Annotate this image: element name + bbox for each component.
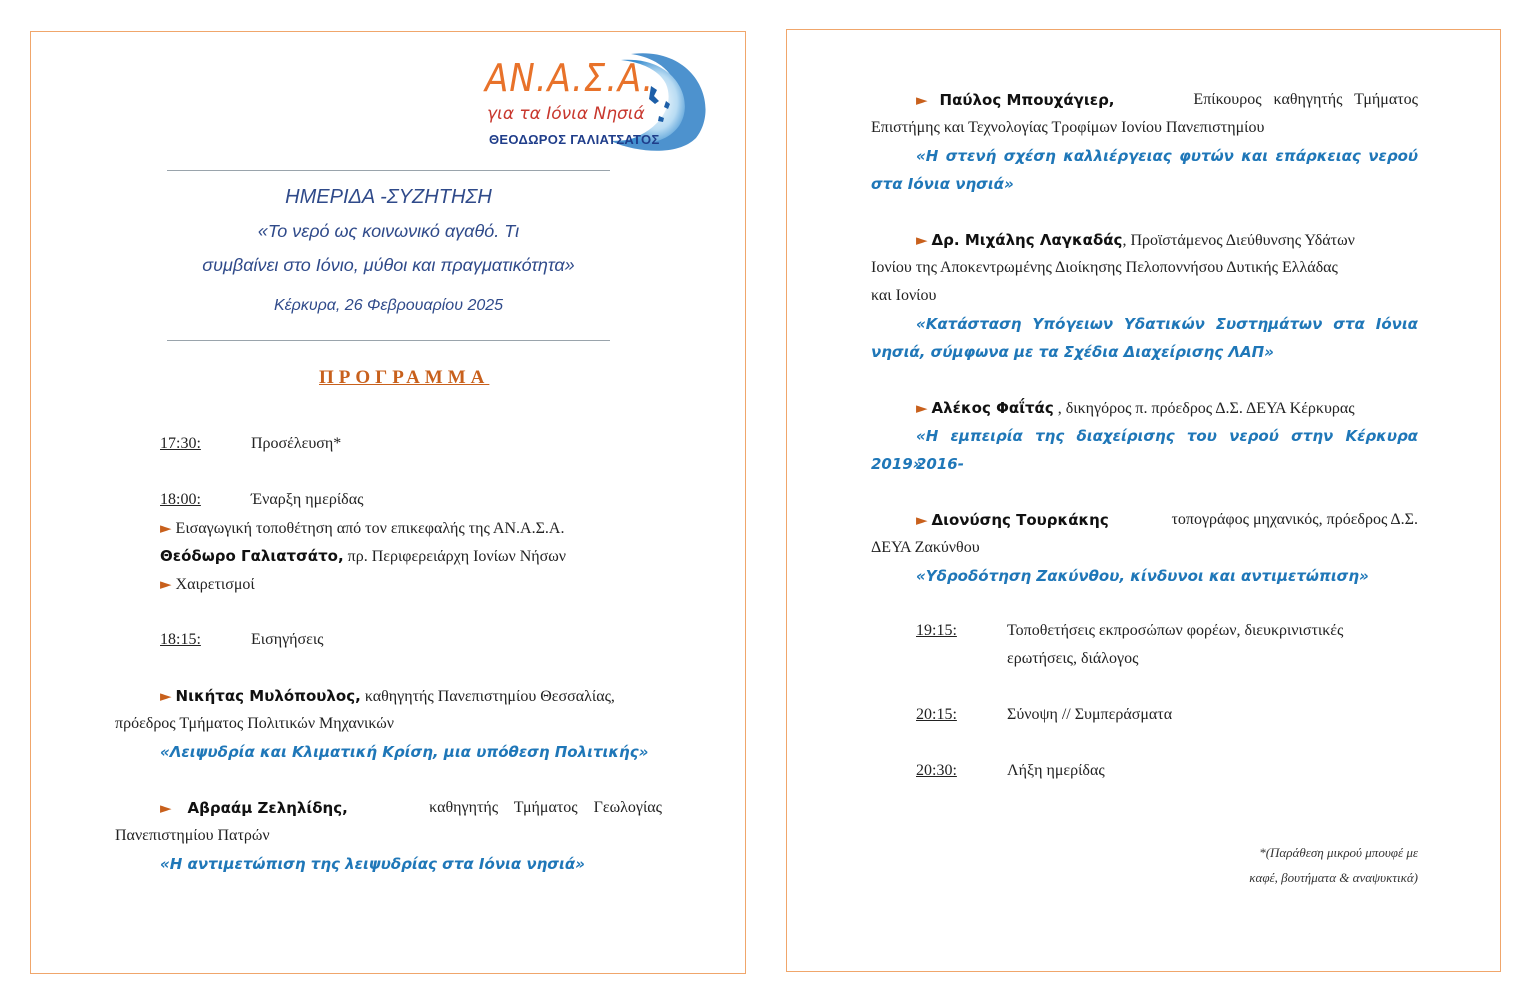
- speaker-name: Θεόδωρο Γαλιατσάτο,: [160, 547, 344, 565]
- event-place-date: Κέρκυρα, 26 Φεβρουαρίου 2025: [273, 297, 504, 314]
- speaker-3-talk-line2: στα Ιόνια νησιά»: [871, 175, 1014, 193]
- speaker-1-talk: «Λειψυδρία και Κλιματική Κρίση, μια υπόθεση Πολιτικής»: [160, 743, 649, 761]
- speaker-4-role3: και Ιονίου: [871, 287, 937, 304]
- time-label: 19:15:: [916, 622, 957, 639]
- speaker-name: Διονύσης Τουρκάκης: [931, 511, 1109, 529]
- speaker-2-role2: Πανεπιστημίου Πατρών: [115, 827, 270, 844]
- speaker-role: Επίκουρος καθηγητής Τμήματος: [1193, 91, 1418, 108]
- speaker-4-talk-line2: νησιά, σύμφωνα με τα Σχέδια Διαχείρισης ΛΑΠ»: [871, 343, 1274, 361]
- intro-name-line: [160, 542, 566, 571]
- item-text-1915-line2: ερωτήσεις, διάλογος: [1007, 650, 1139, 667]
- time-label: 18:00:: [160, 491, 201, 508]
- logo-name: ΘΕΟΔΩΡΟΣ ΓΑΛΙΑΤΣΑΤΟΣ: [489, 132, 660, 147]
- right-page: [786, 29, 1501, 972]
- header-block: [131, 182, 646, 321]
- item-text: Έναρξη ημερίδας: [251, 491, 364, 508]
- arrow-icon: ►: [916, 91, 928, 109]
- item-text-1915-line1: Τοποθετήσεις εκπροσώπων φορέων, διευκρινιστικές: [1007, 622, 1344, 639]
- event-title-line1: «Το νερό ως κοινωνικό αγαθό. Τι: [257, 221, 520, 241]
- speaker-name: Αβραάμ Ζεληλίδης,: [187, 799, 348, 817]
- speaker-name: Δρ. Μιχάλης Λαγκαδάς: [931, 231, 1123, 249]
- speaker-role: , Προϊστάμενος Διεύθυνσης Υδάτων: [1122, 232, 1355, 249]
- speaker-name: Παύλος Μπουχάγιερ,: [939, 91, 1115, 109]
- speaker-1-line1: [160, 682, 662, 711]
- speaker-4-role2: Ιονίου της Αποκεντρωμένης Διοίκησης Πελοποννήσου Δυτικής Ελλάδας: [871, 259, 1338, 276]
- speaker-3-line1: [916, 86, 1418, 115]
- intro-text: Εισαγωγική τοποθέτηση από τον επικεφαλής της ΑΝ.Α.Σ.Α.: [175, 520, 565, 537]
- time-1800: [160, 486, 201, 514]
- speaker-6-talk: «Υδροδότηση Ζακύνθου, κίνδυνοι και αντιμετώπιση»: [916, 567, 1369, 585]
- left-page: [30, 31, 746, 974]
- logo-subtitle: για τα Ιόνια Νησιά: [487, 104, 645, 124]
- arrow-icon: ►: [916, 511, 928, 529]
- speaker-1-role2: πρόεδρος Τμήματος Πολιτικών Μηχανικών: [115, 715, 394, 732]
- speaker-role: πρ. Περιφερειάρχη Ιονίων Νήσων: [343, 548, 567, 565]
- item-text: Προσέλευση*: [251, 435, 342, 452]
- anasa-logo: [481, 46, 721, 156]
- speaker-2-talk: «Η αντιμετώπιση της λειψυδρίας στα Ιόνια νησιά»: [160, 855, 585, 873]
- arrow-icon: ►: [160, 799, 172, 817]
- time-label: 18:15:: [160, 631, 201, 648]
- time-2030: [916, 757, 957, 785]
- note-line1: *(Παράθεση μικρού μπουφέ με: [1259, 845, 1418, 860]
- divider-bottom: [167, 340, 610, 341]
- arrow-icon: ►: [916, 231, 928, 249]
- divider-top: [167, 170, 610, 171]
- speaker-4-line1: [916, 226, 1418, 255]
- arrow-icon: ►: [160, 519, 172, 537]
- logo-main-text: ΑΝ.Α.Σ.Α.: [485, 56, 654, 100]
- program-heading: ΠΡΟΓΡΑΜΜΑ: [319, 367, 490, 388]
- time-2015: [916, 701, 957, 729]
- speaker-3-role2: Επιστήμης και Τεχνολογίας Τροφίμων Ιονίου Πανεπιστημίου: [871, 119, 1265, 136]
- speaker-5-line1: [916, 394, 1355, 423]
- event-title-line2: συμβαίνει στο Ιόνιο, μύθοι και πραγματικότητα»: [202, 255, 575, 275]
- item-text-2030: Λήξη ημερίδας: [1007, 762, 1105, 779]
- speaker-6-role2: ΔΕΥΑ Ζακύνθου: [871, 539, 980, 556]
- speaker-5-talk-line1: «Η εμπειρία της διαχείρισης του νερού στην Κέρκυρα 2016-: [916, 427, 1418, 473]
- time-1730: [160, 430, 201, 458]
- event-type: ΗΜΕΡΙΔΑ -ΣΥΖΗΤΗΣΗ: [285, 186, 492, 208]
- speaker-4-talk-line1: «Κατάσταση Υπόγειων Υδατικών Συστημάτων στα Ιόνια: [916, 315, 1418, 333]
- item-text-2015: Σύνοψη // Συμπεράσματα: [1007, 706, 1173, 723]
- speaker-6-line1: [916, 506, 1418, 535]
- time-label: 20:15:: [916, 706, 957, 723]
- arrow-icon: ►: [160, 687, 172, 705]
- speaker-role: καθηγητής Τμήματος Γεωλογίας: [429, 799, 662, 816]
- speaker-role: , δικηγόρος π. πρόεδρος Δ.Σ. ΔΕΥΑ Κέρκυρας: [1053, 400, 1355, 417]
- speaker-name: Νικήτας Μυλόπουλος,: [175, 687, 361, 705]
- greetings-line: [160, 570, 255, 599]
- speaker-role: καθηγητής Πανεπιστημίου Θεσσαλίας,: [360, 688, 615, 705]
- speaker-2-line1: [160, 794, 662, 823]
- speaker-name: Αλέκος Φαΐτάς: [931, 399, 1054, 417]
- time-1815: [160, 626, 201, 654]
- buffet-note: [1117, 840, 1418, 890]
- intro-line: [160, 514, 564, 543]
- time-label: 20:30:: [916, 762, 957, 779]
- arrow-icon: ►: [916, 399, 928, 417]
- item-text: Εισηγήσεις: [251, 631, 324, 648]
- speaker-5-talk-line2: 2019»: [871, 455, 923, 473]
- arrow-icon: ►: [160, 575, 172, 593]
- speaker-3-talk-line1: «Η στενή σχέση καλλιέργειας φυτών και επάρκειας νερού: [916, 147, 1418, 165]
- speaker-role: τοπογράφος μηχανικός, πρόεδρος Δ.Σ.: [1171, 511, 1418, 528]
- time-1915: [916, 617, 957, 645]
- time-label: 17:30:: [160, 435, 201, 452]
- note-line2: καφέ, βουτήματα & αναψυκτικά): [1249, 870, 1418, 885]
- greetings-text: Χαιρετισμοί: [175, 576, 255, 593]
